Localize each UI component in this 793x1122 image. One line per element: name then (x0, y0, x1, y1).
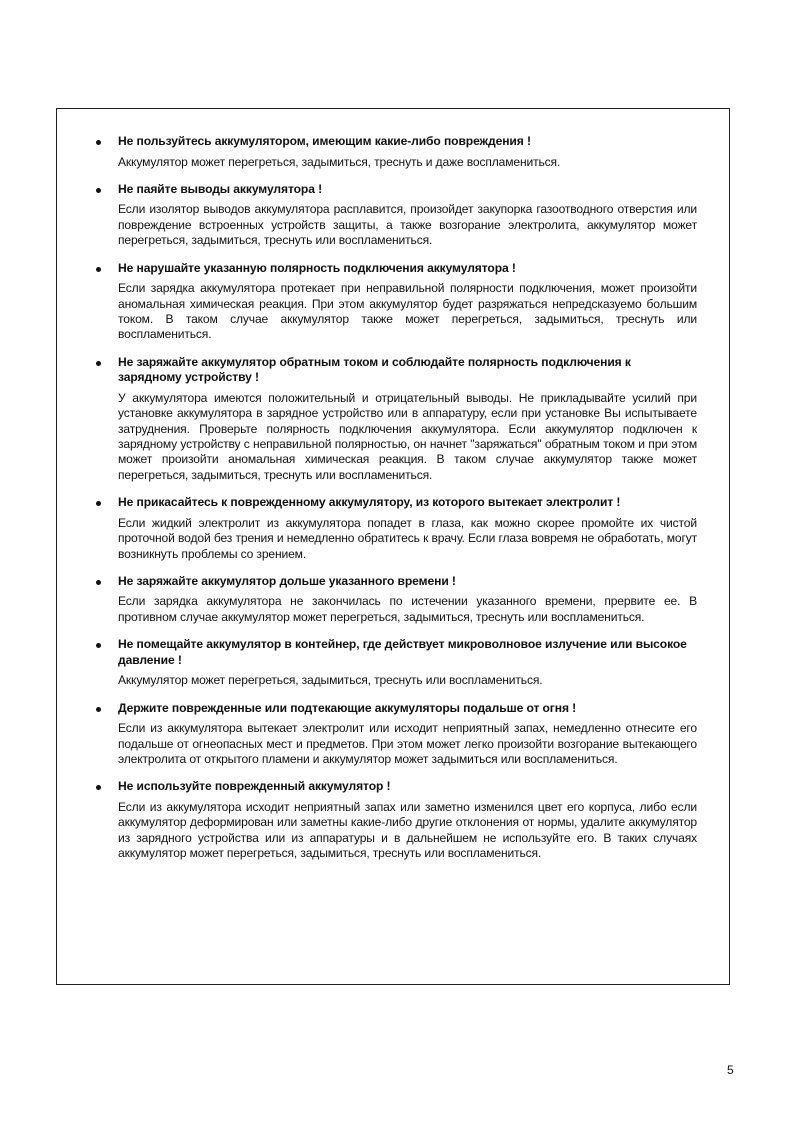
bullet-icon (96, 140, 101, 145)
warning-heading: Не заряжайте аккумулятор дольше указанного времени ! (118, 573, 456, 588)
bullet-icon (96, 188, 101, 193)
warning-item (57, 182, 729, 249)
warning-heading: Не используйте поврежденный аккумулятор ! (118, 779, 391, 794)
warning-heading: Не паяйте выводы аккумулятора ! (118, 181, 323, 196)
warning-body: Если жидкий электролит из аккумулятора попадет в глаза, как можно скорее промойте их чистой проточной водой без трения и немедленно обратитесь к врачу. Если глаза вовремя не обработать, могут возникнуть проблемы со зрением. (118, 515, 697, 561)
warning-item (57, 495, 729, 562)
warnings-box (56, 108, 730, 985)
warning-body: Если изолятор выводов аккумулятора расплавится, произойдет закупорка газоотводного отверстия или повреждение встроенных устройств защиты, а также возгорание электролита, аккумулятор может перегреться, задымиться, треснуть или воспламениться. (118, 202, 697, 248)
warning-item (57, 134, 729, 170)
warning-body: Аккумулятор может перегреться, задымиться, треснуть и даже воспламениться. (118, 154, 561, 169)
warning-body: Если зарядка аккумулятора не закончилась по истечении указанного времени, прервите ее. В противном случае аккумулятор может перегреться, задымиться, треснуть или воспламениться. (118, 594, 697, 624)
warning-body: Если из аккумулятора исходит неприятный запах или заметно изменился цвет его корпуса, либо если аккумулятор деформирован или заметны какие-либо другие отклонения от нормы, удалите аккумулятор из зарядного устройства или из аппаратуры и в дальнейшем не используйте его. В таких случаях аккумулятор может перегреться, задымиться, треснуть или воспламениться. (118, 799, 697, 861)
warnings-list (57, 134, 729, 873)
bullet-icon (96, 707, 101, 712)
bullet-icon (96, 643, 101, 648)
warning-heading: Держите поврежденные или подтекающие аккумуляторы подальше от огня ! (118, 700, 577, 715)
warning-heading: Не прикасайтесь к поврежденному аккумулятору, из которого вытекает электролит ! (118, 495, 621, 510)
warning-body: Если зарядка аккумулятора протекает при неправильной полярности подключения, может произойти аномальная химическая реакция. При этом аккумулятор будет разряжаться непредсказуемо большим током. В таком случае аккумулятор также может перегреться, задымиться, треснуть или воспламениться. (118, 281, 697, 342)
warning-item (57, 355, 729, 483)
bullet-icon (96, 580, 101, 585)
warning-body: У аккумулятора имеются положительный и отрицательный выводы. Не прикладывайте усилий при установке аккумулятора в зарядное устройство или в аппаратуру, если при установке Вы испытываете затруднения. Проверьте полярность подключения аккумулятора. Если аккумулятор подключен к зарядному устройству с неправильной полярностью, он начнет "заряжаться" обратным током и при этом может произойти аномальная химическая реакция. В таком случае аккумулятор также может перегреться, задымиться, треснуть или воспламениться. (118, 390, 697, 482)
warning-item (57, 779, 729, 861)
warning-body: Аккумулятор может перегреться, задымиться, треснуть или воспламениться. (118, 673, 543, 688)
warning-body: Если из аккумулятора вытекает электролит или исходит неприятный запах, немедленно отнесите его подальше от огнеопасных мест и предметов. При этом может легко произойти возгорание вытекающего электролита от открытого пламени и аккумулятор может задымиться или воспламениться. (118, 721, 697, 766)
warning-heading: Не нарушайте указанную полярность подключения аккумулятора ! (118, 260, 516, 275)
warning-heading: Не помещайте аккумулятор в контейнер, где действует микроволновое излучение или высокое давление ! (118, 637, 687, 667)
bullet-icon (96, 267, 101, 272)
warning-item (57, 637, 729, 688)
bullet-icon (96, 501, 101, 506)
warning-heading: Не заряжайте аккумулятор обратным током и соблюдайте полярность подключения к зарядному устройству ! (118, 354, 631, 385)
warning-item (57, 574, 729, 625)
warning-item (57, 261, 729, 343)
bullet-icon (96, 361, 101, 366)
warning-item (57, 701, 729, 768)
warning-heading: Не пользуйтесь аккумулятором, имеющим какие-либо повреждения ! (118, 134, 531, 148)
bullet-icon (96, 785, 101, 790)
page-number: 5 (727, 1063, 734, 1077)
